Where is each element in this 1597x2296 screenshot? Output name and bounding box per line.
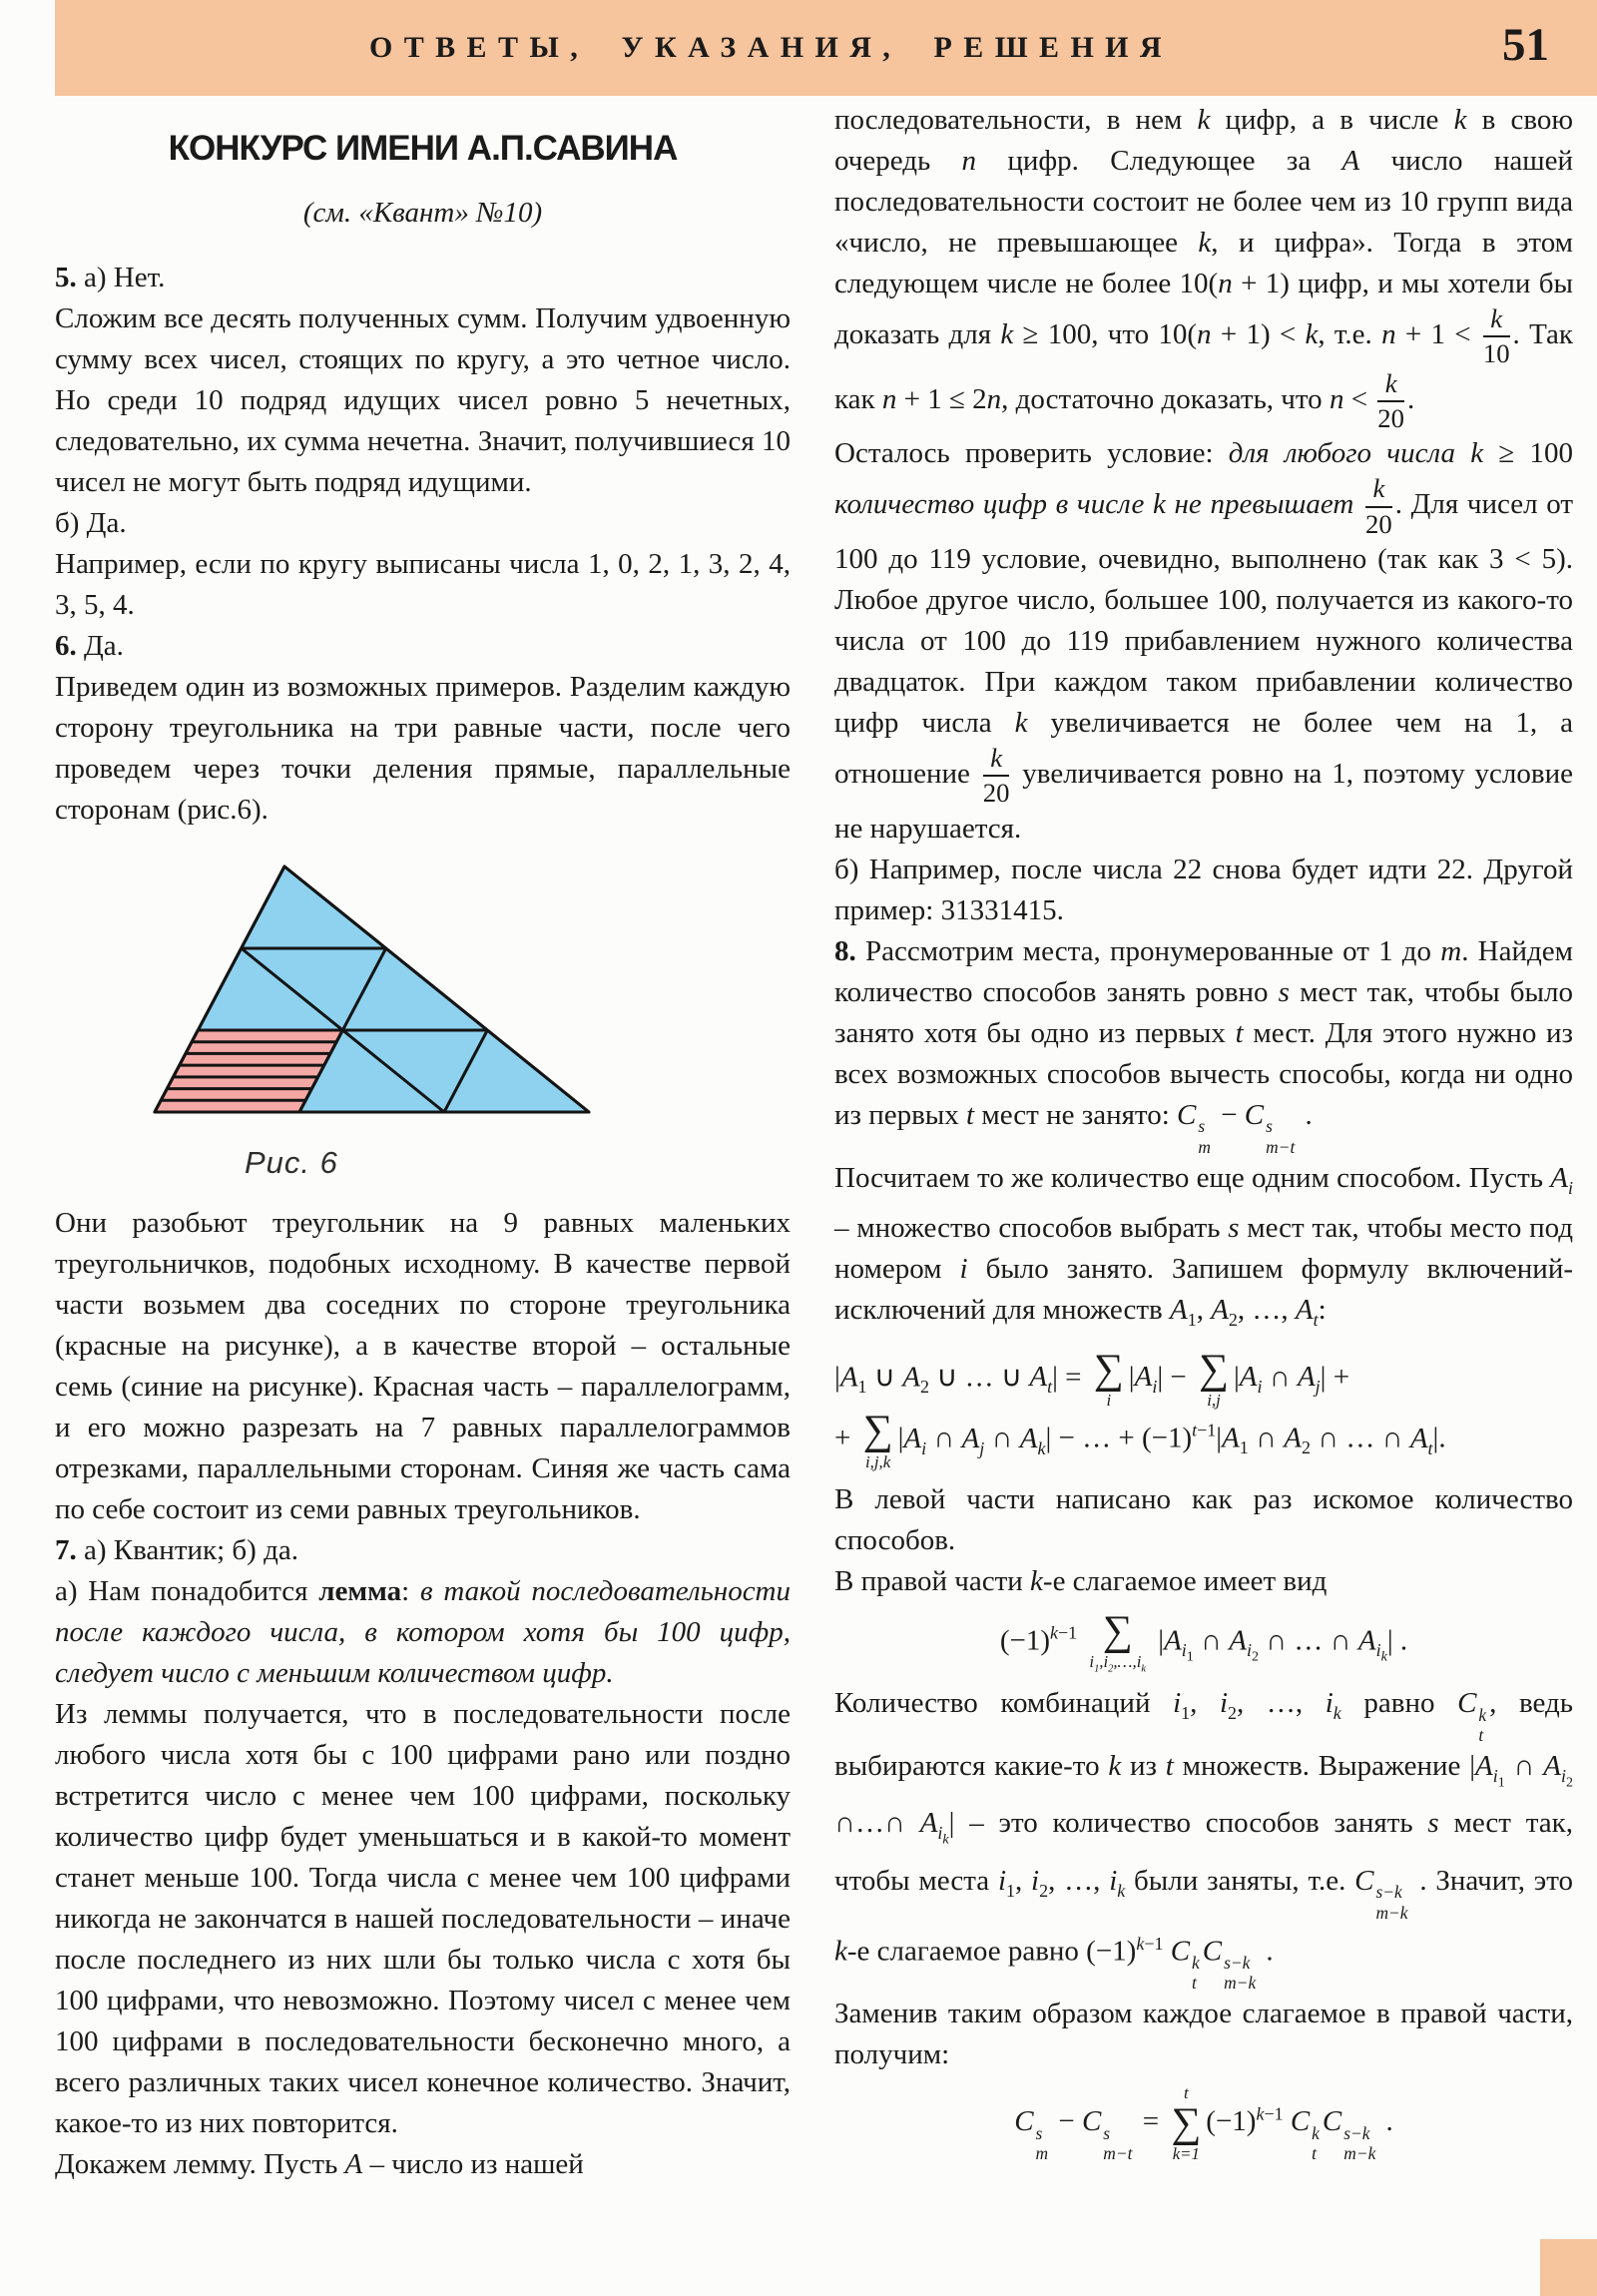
paragraph: 7. а) Квантик; б) да. [55,1534,298,1566]
section-heading: КОНКУРС ИМЕНИ А.П.САВИНА [168,129,678,168]
paragraph: Посчитаем то же количество еще одним способом. Пусть $A_i$ – множество способов выбрать s мест так, чтобы место под номером i было занято. Запишем формулу включений-исключений для множеств $A_1$, $A_2$, …, $A_t$: [834,1161,1574,1331]
paragraph: б) Например, после числа 22 снова будет идти 22. Другой пример: 31331415. [834,853,1573,926]
page-number: 51 [1502,19,1549,71]
page-header [55,0,1597,96]
paragraph-list-before-figure [55,258,791,831]
paragraph-list-right [834,100,1573,2164]
figure-caption: Рис. 6 [245,1145,338,1180]
paragraph: Докажем лемму. Пусть A – число из нашей [55,2148,584,2180]
paragraph: В левой части написано как раз искомое количество способов. [834,1482,1573,1556]
paragraph: б) Да. [55,507,127,539]
paragraph: 5. а) Нет. [55,262,166,293]
paragraph: Заменив таким образом каждое слагаемое в правой части, получим: [834,1997,1573,2070]
paragraph: последовательности, в нем k цифр, а в числе k в свою очередь n цифр. Следующее за A число нашей последовательности состоит не более чем из 10 групп вида «число, не превышающее k, и цифра». Тогда в этом следующем числе не более 10(n + 1) цифр, и мы хотели бы доказать для k ≥ 100, что 10(n + 1) < k, т.е. n + 1 < $\frac{k}{10}$ . Так как n + 1 ≤ 2n, достаточно доказать, что n < $\frac{k}{20}$ . [834,104,1574,434]
paragraph: Например, если по кругу выписаны числа 1, 0, 2, 1, 3, 2, 4, 3, 5, 4. [55,548,791,621]
paragraph: $|A_1$ ∪ $A_2$ ∪ … ∪ $A_t|$ = ∑ i $|A_i|$ − ∑ i,j $|A_i$ ∩ $A_j|$ + + ∑ i,j,k $|A_i$ ∩ $A_j$ ∩ $A_k|$ − … + $(-1)^{t-1}|A_1$ ∩ $A_2$ ∩ … ∩ $A_t|$. [834,1347,1446,1471]
paragraph: Они разобьют треугольник на 9 равных маленьких треугольничков, подобных исходному. В качестве первой части возьмем два соседних по стороне треугольника (красные на рисунке), а в качестве второй – остальные семь (синие на рисунке). Красная часть – параллелограмм, и его можно разрезать на 7 равных параллелограммов отрезками, параллельными сторонам. Синяя же часть сама по себе состоит из семи равных треугольников. [55,1207,791,1525]
figure-6 [125,847,791,1183]
triangle-figure-svg [125,847,629,1126]
paragraph: C s m − C s m−t = t ∑ k=1 $(-1)^{k-1}$ C k t C s−k m−k . [1014,2082,1393,2164]
paragraph: В правой части k-е слагаемое имеет вид [834,1564,1328,1597]
paragraph: Сложим все десять полученных сумм. Получим удвоенную сумму всех чисел, стоящих по кругу, а это четное число. Но среди 10 подряд идущих чисел ровно 5 нечетных, следовательно, их сумма нечетна. Значит, получившиеся 10 чисел не могут быть подряд идущими. [55,302,791,498]
paragraph: Количество комбинаций $i_1$, $i_2$, …, $i_k$ равно C k t , ведь выбираются какие-то k из t множеств. Выражение $|A_{i_1}$ ∩ $A_{i_2}$ ∩…∩ $A_{i_k}|$ – это количество способов занять s мест так, чтобы места $i_1$, $i_2$, …, $i_k$ были заняты, т.е. C s−k m−k . Значит, это k-е слагаемое равно $(-1)^{k-1}$ C k t C s−k m−k . [834,1687,1574,1994]
left-column [55,128,791,2185]
section-subheading: (см. «Квант» №10) [302,197,543,229]
paragraph: а) Нам понадобится лемма: в такой последовательности после каждого числа, в котором хотя бы 100 цифр, следует число с меньшим количеством цифр. [55,1575,792,1689]
paragraph-list-after-figure [55,1203,791,2185]
right-column [834,100,1573,2172]
corner-decoration [1540,2239,1597,2296]
paragraph: Осталось проверить условие: для любого числа k ≥ 100 количество цифр в числе k не превышает $\frac{k}{20}$ . Для чисел от 100 до 119 условие, очевидно, выполнено (так как 3 < 5). Любое другое число, большее 100, получается из какого-то числа от 100 до 119 прибавлением нужного количества двадцаток. При каждом таком прибавлении количество цифр числа k увеличивается не более чем на 1, а отношение $\frac{k}{20}$ увеличивается ровно на 1, поэтому условие не нарушается. [834,437,1574,845]
paragraph: Из леммы получается, что в последовательности после любого числа хотя бы с 100 цифрами рано или поздно встретится число с менее чем 100 цифрами, поскольку количество цифр будет уменьшаться и в какой-то момент станет меньше 100. Тогда числа с менее чем 100 цифрами никогда не закончатся в нашей последовательности – иначе после последнего из них шли бы только числа с хотя бы 100 цифрами, что невозможно. Поэтому чисел с менее чем 100 цифрами в последовательности бесконечно много, а всего различных таких чисел конечное количество. Значит, какое-то из них повторится. [55,1698,791,2139]
paragraph: Приведем один из возможных примеров. Разделим каждую сторону треугольника на три равные части, после чего проведем через точки деления прямые, параллельные сторонам (рис.6). [55,671,791,826]
header-title: ОТВЕТЫ, УКАЗАНИЯ, РЕШЕНИЯ [369,31,1173,64]
paragraph: 6. Да. [55,630,124,662]
paragraph: $(-1)^{k-1}$ ∑ $i_1,i_2,\dots,i_k$ $|A_{i_1}$ ∩ $A_{i_2}$ ∩ … ∩ $A_{i_k}|$ . [999,1607,1408,1675]
paragraph: 8. Рассмотрим места, пронумерованные от 1 до m. Найдем количество способов занять ровно s мест так, чтобы было занято хотя бы одно из первых t мест. Для этого нужно из всех возможных способов вычесть способы, когда ни одно из первых t мест не занято: C s m − C s m−t . [834,934,1574,1157]
